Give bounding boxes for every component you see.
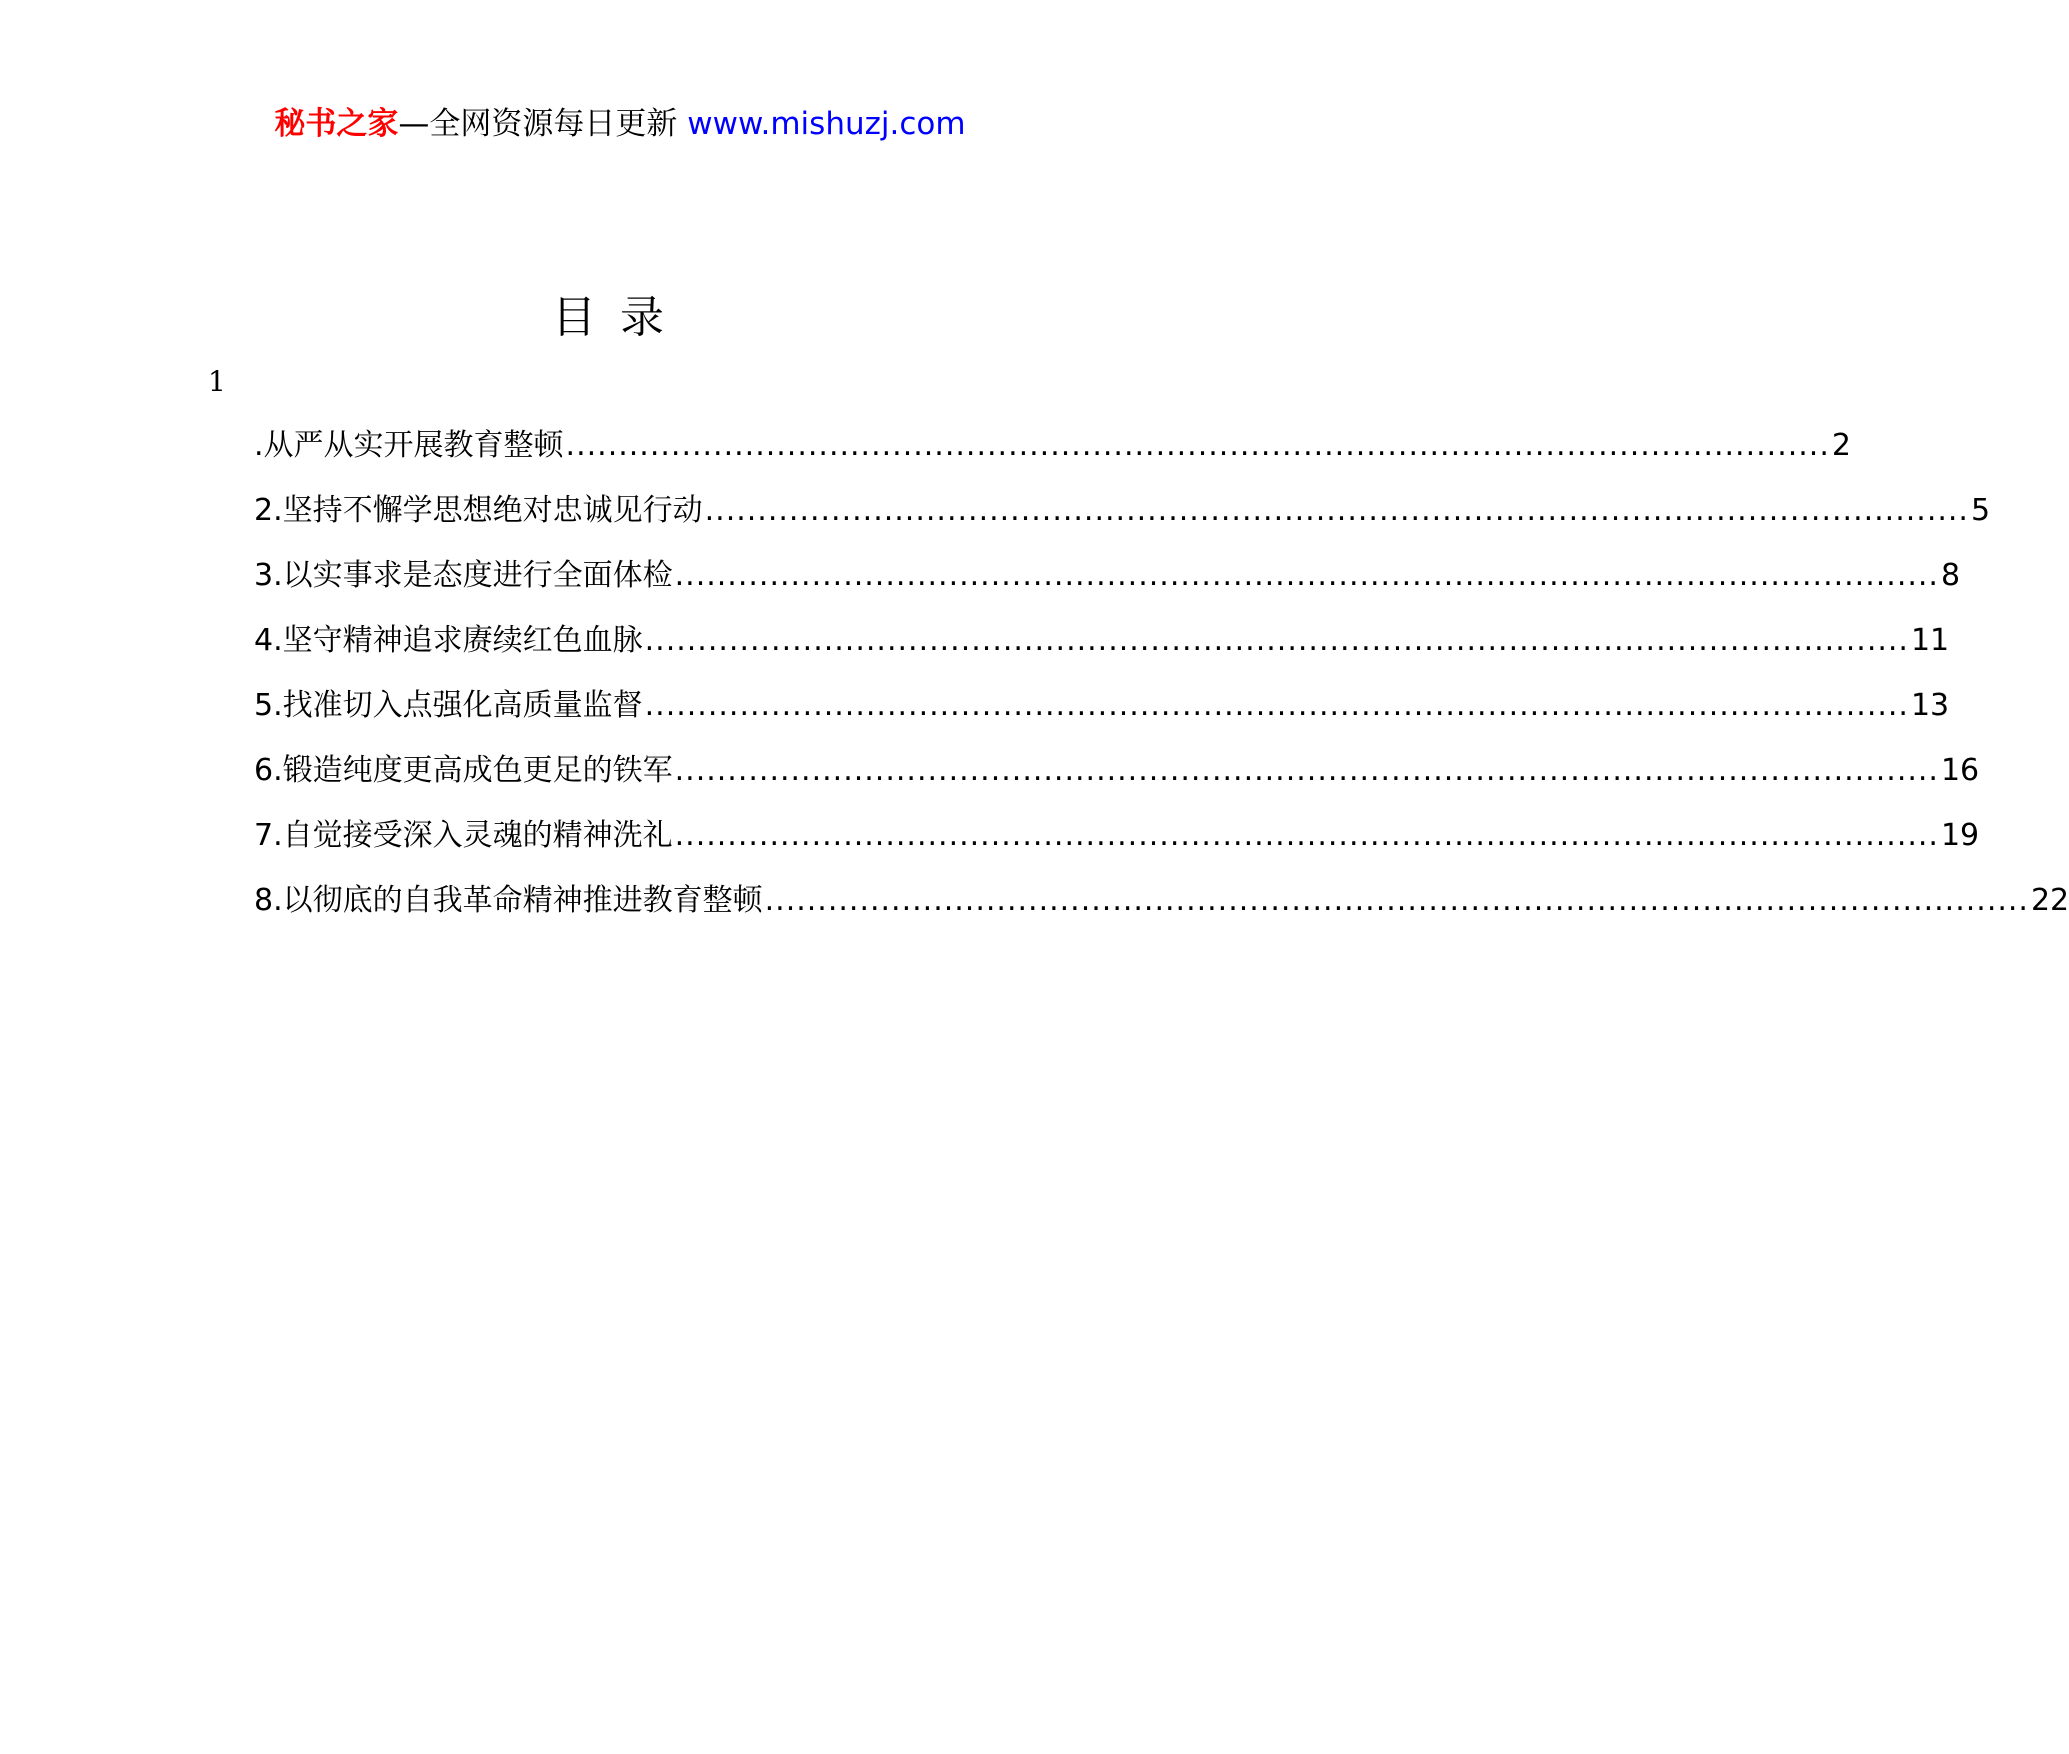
toc-entry-label: 2.坚持不懈学思想绝对忠诚见行动 xyxy=(254,493,703,528)
toc-dot-leader: ........................................................................................................................ xyxy=(674,753,1939,788)
toc-entry-label: 5.找准切入点强化高质量监督 xyxy=(254,688,643,723)
toc-dot-leader: ........................................................................................................................ xyxy=(674,818,1939,853)
brand-name: 秘书之家 xyxy=(274,106,399,142)
page-title: 目录 xyxy=(552,292,688,343)
toc-entry[interactable] xyxy=(254,879,2069,944)
toc-page-number: 16 xyxy=(1940,753,1980,788)
header-slogan: —全网资源每日更新 xyxy=(398,106,688,142)
table-of-contents xyxy=(254,424,2069,944)
toc-page-number: 13 xyxy=(1910,688,1950,723)
toc-entry[interactable] xyxy=(254,619,1950,684)
toc-entry-label: 7.自觉接受深入灵魂的精神洗礼 xyxy=(254,818,673,853)
toc-entry[interactable] xyxy=(254,814,1980,879)
toc-entry-label: .从严从实开展教育整顿 xyxy=(254,428,564,463)
toc-dot-leader: ........................................................................................................................ xyxy=(565,428,1830,463)
toc-dot-leader: ........................................................................................................................ xyxy=(644,688,1909,723)
toc-entry[interactable] xyxy=(254,489,1991,554)
toc-dot-leader: ........................................................................................................................ xyxy=(764,883,2029,918)
site-header xyxy=(274,104,965,144)
toc-dot-leader: ........................................................................................................................ xyxy=(674,558,1939,593)
toc-dot-leader: ........................................................................................................................ xyxy=(644,623,1909,658)
toc-page-number: 5 xyxy=(1970,493,1991,528)
site-url-link[interactable]: www.mishuzj.com xyxy=(687,106,966,142)
toc-entry[interactable] xyxy=(254,749,1980,814)
toc-page-number: 22 xyxy=(2030,883,2069,918)
toc-entry[interactable] xyxy=(254,684,1950,749)
toc-page-number: 2 xyxy=(1831,428,1851,463)
toc-entry[interactable] xyxy=(254,424,1851,489)
toc-page-number: 8 xyxy=(1940,558,1961,593)
toc-entry[interactable] xyxy=(254,554,1961,619)
toc-entry-label: 6.锻造纯度更高成色更足的铁军 xyxy=(254,753,673,788)
toc-entry-label: 8.以彻底的自我革命精神推进教育整顿 xyxy=(254,883,763,918)
toc-entry-label: 3.以实事求是态度进行全面体检 xyxy=(254,558,673,593)
stray-number: 1 xyxy=(208,365,226,398)
toc-page-number: 11 xyxy=(1910,623,1950,658)
toc-entry-label: 4.坚守精神追求赓续红色血脉 xyxy=(254,623,643,658)
toc-page-number: 19 xyxy=(1940,818,1980,853)
toc-dot-leader: ........................................................................................................................ xyxy=(704,493,1969,528)
